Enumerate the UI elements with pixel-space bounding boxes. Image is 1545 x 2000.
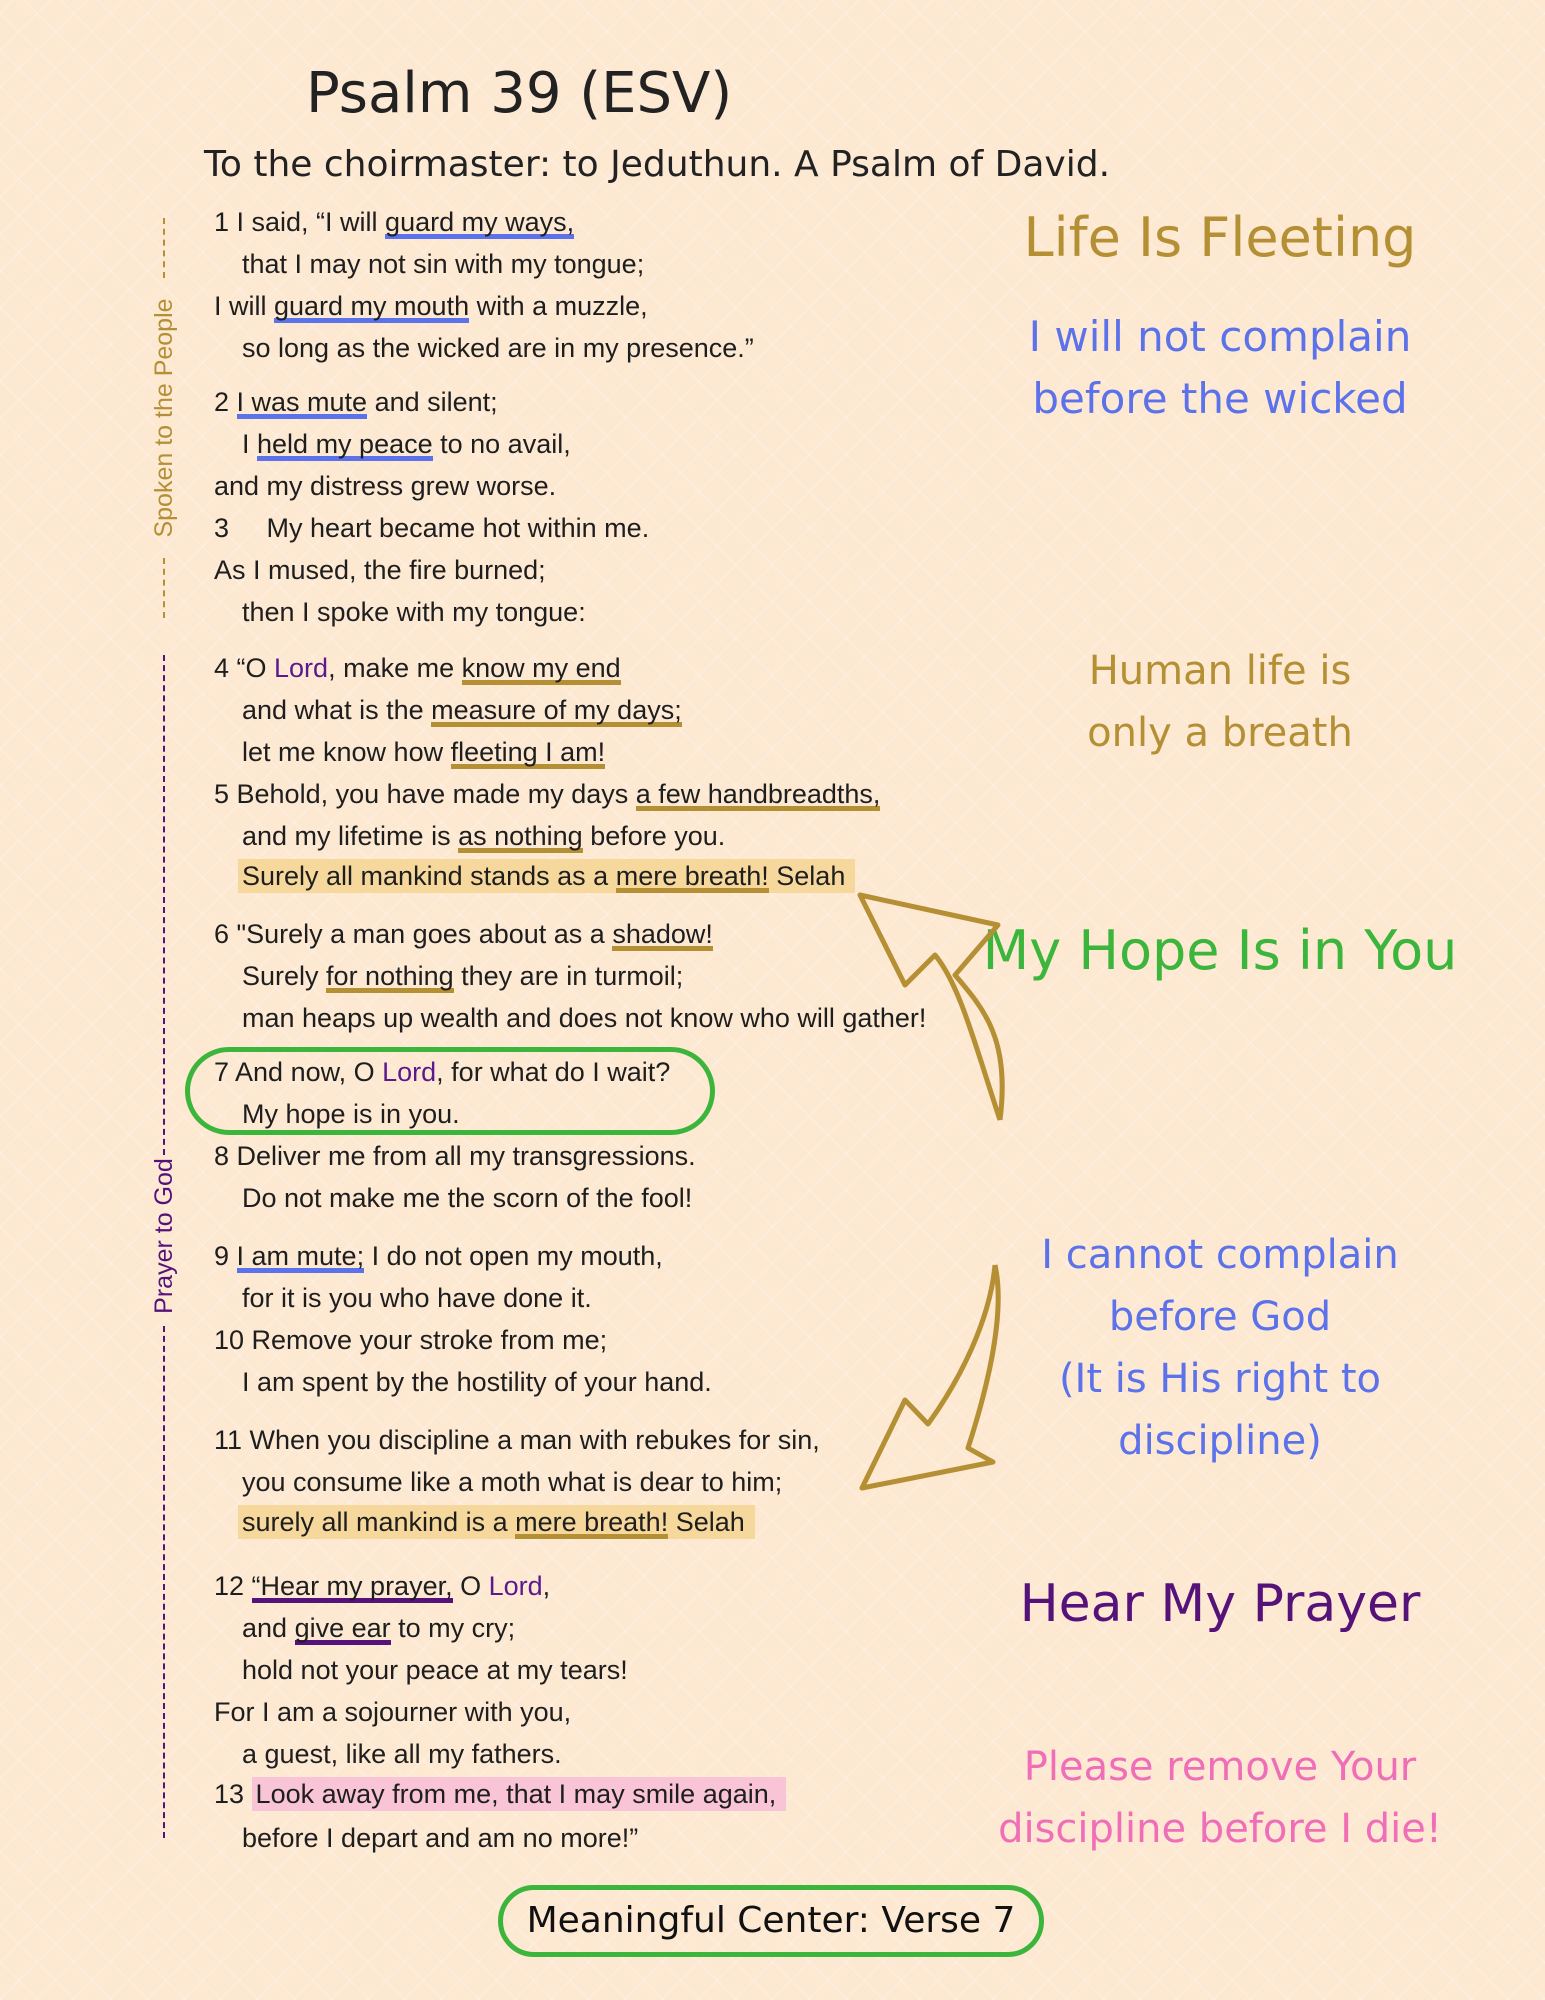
arrow-down-icon (862, 1265, 998, 1488)
verse-line: 8 Deliver me from all my transgressions. (214, 1141, 696, 1171)
heading-hope: My Hope Is in You (982, 919, 1458, 982)
meaningful-center-box: Meaningful Center: Verse 7 (498, 1885, 1044, 1957)
note-line: discipline before I die! (998, 1806, 1442, 1852)
note-line: Please remove Your (1023, 1744, 1417, 1790)
verse-line: that I may not sin with my tongue; (242, 249, 645, 279)
underline-blue: I am mute; (236, 1241, 365, 1271)
underline-purple: give ear (294, 1613, 391, 1643)
heading-hear-prayer: Hear My Prayer (1019, 1574, 1421, 1634)
verse-line: so long as the wicked are in my presence.” (242, 333, 754, 363)
verse-line: 9 I am mute; I do not open my mouth, (214, 1241, 663, 1271)
verse-line: 11 When you discipline a man with rebukes for sin, (214, 1425, 820, 1455)
note-line: before God (1108, 1294, 1332, 1340)
verse-line: a guest, like all my fathers. (242, 1739, 562, 1769)
verse-line: and my lifetime is as nothing before you. (242, 821, 726, 851)
verse-line: I am spent by the hostility of your hand. (242, 1367, 712, 1397)
underline-gold: for nothing (326, 961, 454, 991)
note-line: Human life is (1088, 648, 1352, 694)
underline-gold: mere breath! (515, 1507, 669, 1537)
heading-life-fleeting: Life Is Fleeting (1023, 206, 1417, 269)
note-line: before the wicked (1032, 374, 1408, 423)
verse-line: 6 "Surely a man goes about as a shadow! (214, 919, 713, 949)
verse-line: and give ear to my cry; (242, 1613, 516, 1643)
underline-gold: know my end (461, 653, 621, 683)
lord-word: Lord (274, 653, 329, 683)
underline-gold: fleeting I am! (450, 737, 606, 767)
highlight-gold: Surely all mankind stands as a mere breath! Selah (238, 859, 855, 893)
verse-line: 5 Behold, you have made my days a few handbreadths, (214, 779, 881, 809)
highlight-pink: Look away from me, that I may smile again, (252, 1777, 787, 1811)
underline-gold: measure of my days; (431, 695, 682, 725)
verse-line: Surely for nothing they are in turmoil; (242, 961, 684, 991)
note-line: (It is His right to (1058, 1356, 1382, 1402)
verse-line: 7 And now, O Lord, for what do I wait? (214, 1057, 671, 1087)
verse-line: As I mused, the fire burned; (214, 555, 546, 585)
lord-word: Lord (382, 1057, 437, 1087)
verse-line: 2 I was mute and silent; (214, 387, 498, 417)
verse-line: 12 “Hear my prayer, O Lord, (214, 1571, 551, 1601)
verse-line: 4 “O Lord, make me know my end (214, 653, 621, 683)
verse-line: Do not make me the scorn of the fool! (242, 1183, 693, 1213)
highlight-gold: surely all mankind is a mere breath! Selah (238, 1505, 755, 1539)
verse-line: you consume like a moth what is dear to him; (242, 1467, 783, 1497)
underline-gold: a few handbreadths, (635, 779, 881, 809)
verse-line: man heaps up wealth and does not know who will gather! (242, 1003, 927, 1033)
verse-line: 13 Look away from me, that I may smile again, (214, 1774, 786, 1814)
underline-gold: shadow! (612, 919, 713, 949)
verse-line: then I spoke with my tongue: (242, 597, 586, 627)
note-line: I will not complain (1028, 312, 1412, 361)
side-label-god: Prayer to God (150, 1158, 178, 1314)
underline-purple: “Hear my prayer, (251, 1571, 453, 1601)
verse-line: 1 I said, “I will guard my ways, (214, 207, 575, 237)
verse-line: hold not your peace at my tears! (242, 1655, 628, 1685)
page-title: Psalm 39 (ESV) (306, 61, 733, 126)
page-subtitle: To the choirmaster: to Jeduthun. A Psalm of David. (204, 144, 1111, 185)
underline-blue: guard my ways, (385, 207, 575, 237)
underline-blue: I was mute (236, 387, 368, 417)
verse-line: for it is you who have done it. (242, 1283, 592, 1313)
verse-line: and my distress grew worse. (214, 471, 557, 501)
underline-gold: as nothing (458, 821, 583, 851)
note-line: discipline) (1118, 1418, 1322, 1464)
underline-blue: held my peace (257, 429, 433, 459)
verse-line: My hope is in you. (242, 1099, 460, 1129)
arrow-up-icon (860, 895, 1002, 1120)
verse-line: I held my peace to no avail, (242, 429, 571, 459)
underline-gold: mere breath! (615, 861, 769, 891)
note-line: I cannot complain (1041, 1232, 1399, 1278)
verse-line: 3 My heart became hot within me. (214, 513, 650, 543)
verse-line: For I am a sojourner with you, (214, 1697, 572, 1727)
underline-blue: guard my mouth (274, 291, 470, 321)
verse-line: I will guard my mouth with a muzzle, (214, 291, 648, 321)
side-label-people: Spoken to the People (150, 298, 178, 538)
verse-line: 10 Remove your stroke from me; (214, 1325, 608, 1355)
note-line: only a breath (1087, 710, 1353, 756)
lord-word: Lord (488, 1571, 543, 1601)
verse-line: before I depart and am no more!” (242, 1823, 639, 1853)
verse-line: and what is the measure of my days; (242, 695, 682, 725)
verse-line: let me know how fleeting I am! (242, 737, 606, 767)
